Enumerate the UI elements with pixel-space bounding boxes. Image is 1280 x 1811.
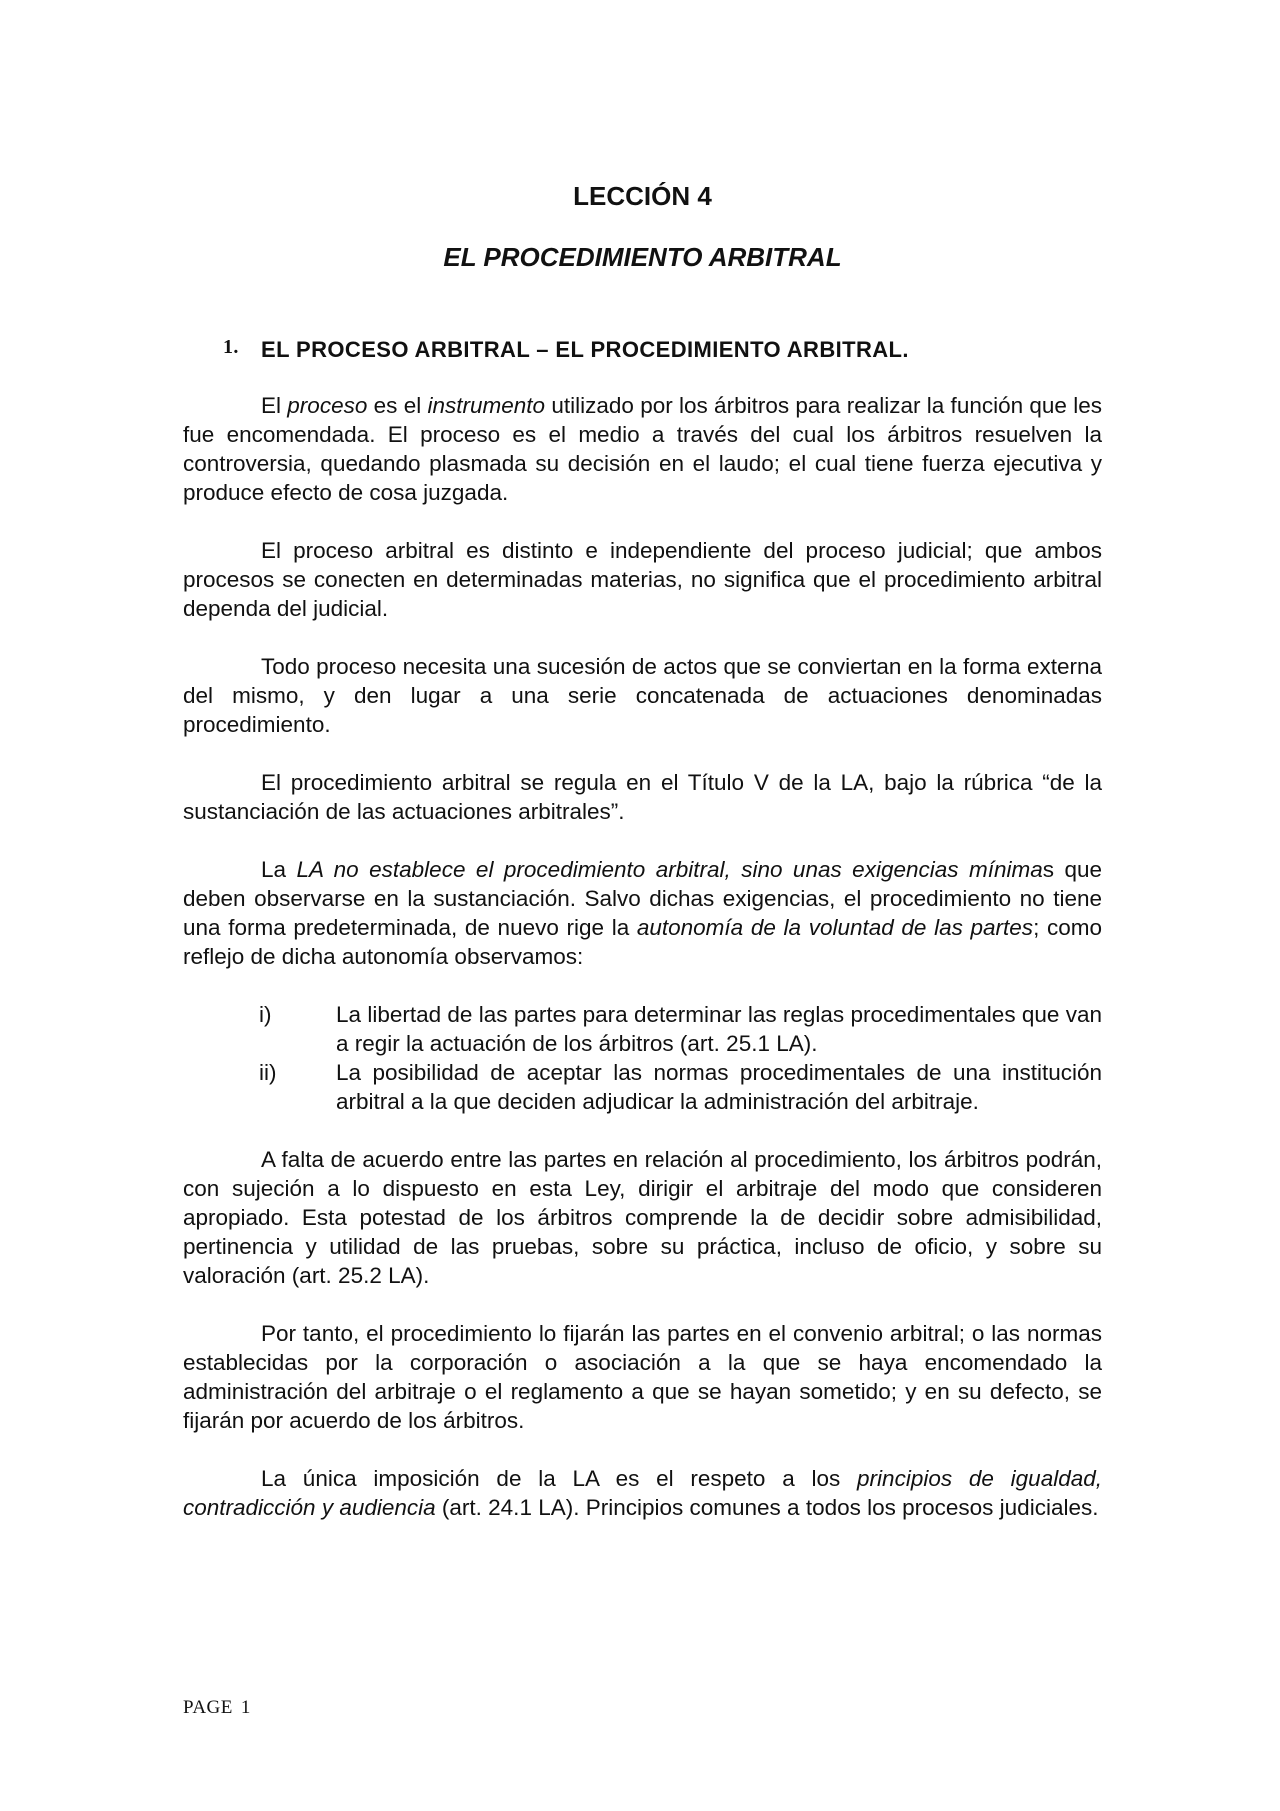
text-run-italic: principios de igualdad, contradicción y audiencia: [183, 1466, 1102, 1520]
paragraph-8: [183, 1464, 1102, 1522]
text-run-italic: instrumento: [427, 393, 546, 418]
section-heading-text: EL PROCESO ARBITRAL – EL PROCEDIMIENTO ARBITRAL.: [261, 337, 909, 362]
text-run: La: [261, 857, 297, 882]
text-run: es el: [367, 393, 428, 418]
document-body: [183, 391, 1102, 1551]
page-footer: [183, 1697, 251, 1719]
text-run-italic: LA no establece el procedimiento arbitral, sino unas exigencias mínima: [296, 857, 1043, 882]
list-item: [183, 1058, 1102, 1116]
text-run: utilizado por los árbitros para realizar la función que les fue encomendada. El proceso es el medio a través del cual los árbitros resuelven la controversia, quedando plasmada su decisión en el laudo; el cual tiene fuerza ejecutiva y produce efecto de cosa juzgada.: [183, 393, 1102, 505]
autonomy-list: [183, 1000, 1102, 1116]
text-run: La única imposición de la LA es el respeto a los: [261, 1466, 858, 1491]
list-marker: i): [259, 1002, 272, 1027]
paragraph-5: [183, 855, 1102, 971]
page-label: PAGE: [183, 1697, 233, 1718]
paragraph-2: El proceso arbitral es distinto e independiente del proceso judicial; que ambos procesos se conecten en determinadas materias, no significa que el procedimiento arbitral dependa del judicial.: [183, 538, 1102, 621]
text-run-italic: proceso: [287, 393, 368, 418]
list-item-text: La posibilidad de aceptar las normas procedimentales de una institución arbitral a la que deciden adjudicar la administración del arbitraje.: [336, 1060, 1102, 1114]
page-number: 1: [240, 1697, 251, 1718]
paragraph-3: Todo proceso necesita una sucesión de actos que se conviertan en la forma externa del mismo, y den lugar a una serie concatenada de actuaciones denominadas procedimiento.: [183, 654, 1102, 737]
paragraph-4: El procedimiento arbitral se regula en el Título V de la LA, bajo la rúbrica “de la sustanciación de las actuaciones arbitrales”.: [183, 770, 1102, 824]
text-run-italic: autonomía de la voluntad de las partes: [636, 915, 1034, 940]
lesson-title: LECCIÓN 4: [573, 181, 712, 211]
list-item-text: La libertad de las partes para determinar las reglas procedimentales que van a regir la actuación de los árbitros (art. 25.1 LA).: [336, 1002, 1102, 1056]
lesson-subtitle: EL PROCEDIMIENTO ARBITRAL: [443, 242, 842, 272]
text-run: (art. 24.1 LA). Principios comunes a todos los procesos judiciales.: [435, 1495, 1099, 1520]
paragraph-1: [183, 391, 1102, 507]
list-marker: ii): [259, 1060, 277, 1085]
paragraph-6: A falta de acuerdo entre las partes en relación al procedimiento, los árbitros podrán, con sujeción a lo dispuesto en esta Ley, dirigir el arbitraje del modo que consideren apropiado. Esta potestad de los árbitros comprende la de decidir sobre admisibilidad, pertinencia y utilidad de las pruebas, sobre su práctica, incluso de oficio, y sobre su valoración (art. 25.2 LA).: [183, 1147, 1102, 1288]
list-item: [183, 1000, 1102, 1058]
text-run: s que deben observarse en la sustanciación. Salvo dichas exigencias, el procedimiento no tiene una forma predeterminada, de nuevo rige la: [183, 857, 1102, 940]
section-number: 1.: [223, 336, 239, 358]
text-run: ; como reflejo de dicha autonomía observamos:: [183, 915, 1102, 969]
paragraph-7: Por tanto, el procedimiento lo fijarán las partes en el convenio arbitral; o las normas establecidas por la corporación o asociación a la que se haya encomendado la administración del arbitraje o el reglamento a que se hayan sometido; y en su defecto, se fijarán por acuerdo de los árbitros.: [183, 1321, 1102, 1433]
text-run: El: [261, 393, 288, 418]
